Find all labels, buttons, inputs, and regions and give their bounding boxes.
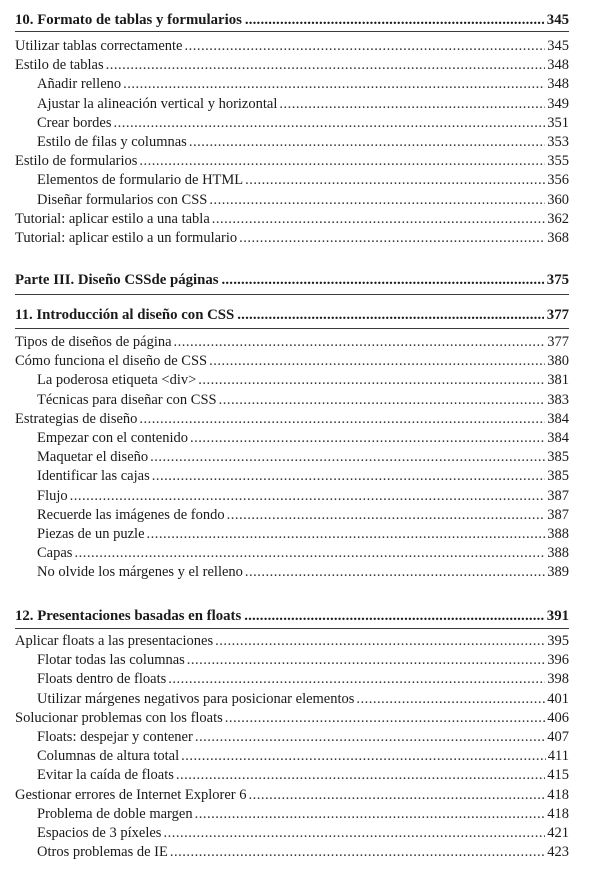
chapter-11-entries bbox=[15, 333, 569, 582]
chapter-divider bbox=[15, 294, 569, 295]
toc-entry: Otros problemas de IE ..... 423 bbox=[15, 843, 569, 862]
part-3-heading bbox=[15, 270, 569, 290]
chapter-divider bbox=[15, 31, 569, 32]
toc-entry: Añadir relleno ..... 348 bbox=[15, 75, 569, 94]
chapter-title: 10. Formato de tablas y formularios bbox=[15, 12, 242, 28]
toc-entry: Flotar todas las columnas ..... 396 bbox=[15, 651, 569, 670]
part-title: Parte III. Diseño CSSde páginas bbox=[15, 272, 219, 288]
chapter-12-heading bbox=[15, 606, 569, 626]
toc-entry: Capas ..... 388 bbox=[15, 544, 569, 563]
chapter-page: 345 bbox=[546, 12, 569, 28]
chapter-10-heading bbox=[15, 10, 569, 30]
chapter-page: 391 bbox=[546, 608, 569, 624]
dot-leader bbox=[222, 270, 544, 290]
toc-entry: Tipos de diseños de página ..... 377 bbox=[15, 333, 569, 352]
toc-entry: Estrategias de diseño ..... 384 bbox=[15, 410, 569, 429]
toc-entry: Aplicar floats a las presentaciones ..... 395 bbox=[15, 632, 569, 651]
toc-entry: Estilo de filas y columnas ..... 353 bbox=[15, 133, 569, 152]
toc-entry: Piezas de un puzle ..... 388 bbox=[15, 525, 569, 544]
dot-leader bbox=[237, 305, 544, 325]
toc-entry: Diseñar formularios con CSS ..... 360 bbox=[15, 191, 569, 210]
toc-entry: Técnicas para diseñar con CSS ..... 383 bbox=[15, 391, 569, 410]
toc-entry: Empezar con el contenido ..... 384 bbox=[15, 429, 569, 448]
toc-entry: Tutorial: aplicar estilo a un formulario ..... 368 bbox=[15, 229, 569, 248]
toc-entry: La poderosa etiqueta <div> ..... 381 bbox=[15, 371, 569, 390]
chapter-12-entries bbox=[15, 632, 569, 862]
toc-entry: Tutorial: aplicar estilo a una tabla ..... 362 bbox=[15, 210, 569, 229]
dot-leader bbox=[244, 606, 544, 626]
toc-entry: Columnas de altura total ..... 411 bbox=[15, 747, 569, 766]
toc-entry: Identificar las cajas ..... 385 bbox=[15, 467, 569, 486]
toc-entry: Cómo funciona el diseño de CSS ..... 380 bbox=[15, 352, 569, 371]
toc-entry: Flujo ..... 387 bbox=[15, 487, 569, 506]
toc-entry: Gestionar errores de Internet Explorer 6 ..... 418 bbox=[15, 786, 569, 805]
dot-leader bbox=[245, 10, 544, 30]
toc-entry: Crear bordes ..... 351 bbox=[15, 114, 569, 133]
chapter-divider bbox=[15, 328, 569, 329]
chapter-page: 377 bbox=[546, 307, 569, 323]
toc-entry: Problema de doble margen ..... 418 bbox=[15, 805, 569, 824]
chapter-10-entries bbox=[15, 37, 569, 248]
toc-entry: Elementos de formulario de HTML ..... 356 bbox=[15, 171, 569, 190]
chapter-divider bbox=[15, 628, 569, 629]
toc-entry: Evitar la caída de floats ..... 415 bbox=[15, 766, 569, 785]
chapter-title: 12. Presentaciones basadas en floats bbox=[15, 608, 242, 624]
toc-entry: Solucionar problemas con los floats ..... 406 bbox=[15, 709, 569, 728]
part-page: 375 bbox=[546, 272, 569, 288]
toc-entry: Estilo de tablas ..... 348 bbox=[15, 56, 569, 75]
toc-entry: Floats: despejar y contener ..... 407 bbox=[15, 728, 569, 747]
chapter-title: 11. Introducción al diseño con CSS bbox=[15, 307, 235, 323]
toc-entry: Utilizar márgenes negativos para posicionar elementos ..... 401 bbox=[15, 690, 569, 709]
chapter-11-heading bbox=[15, 305, 569, 325]
toc-entry: Utilizar tablas correctamente ..... 345 bbox=[15, 37, 569, 56]
toc-entry: Maquetar el diseño ..... 385 bbox=[15, 448, 569, 467]
toc-entry: Ajustar la alineación vertical y horizontal ..... 349 bbox=[15, 95, 569, 114]
toc-entry: Estilo de formularios ..... 355 bbox=[15, 152, 569, 171]
toc-entry: Espacios de 3 píxeles ..... 421 bbox=[15, 824, 569, 843]
toc-entry: Floats dentro de floats ..... 398 bbox=[15, 670, 569, 689]
toc-entry: No olvide los márgenes y el relleno ..... 389 bbox=[15, 563, 569, 582]
toc-entry: Recuerde las imágenes de fondo ..... 387 bbox=[15, 506, 569, 525]
